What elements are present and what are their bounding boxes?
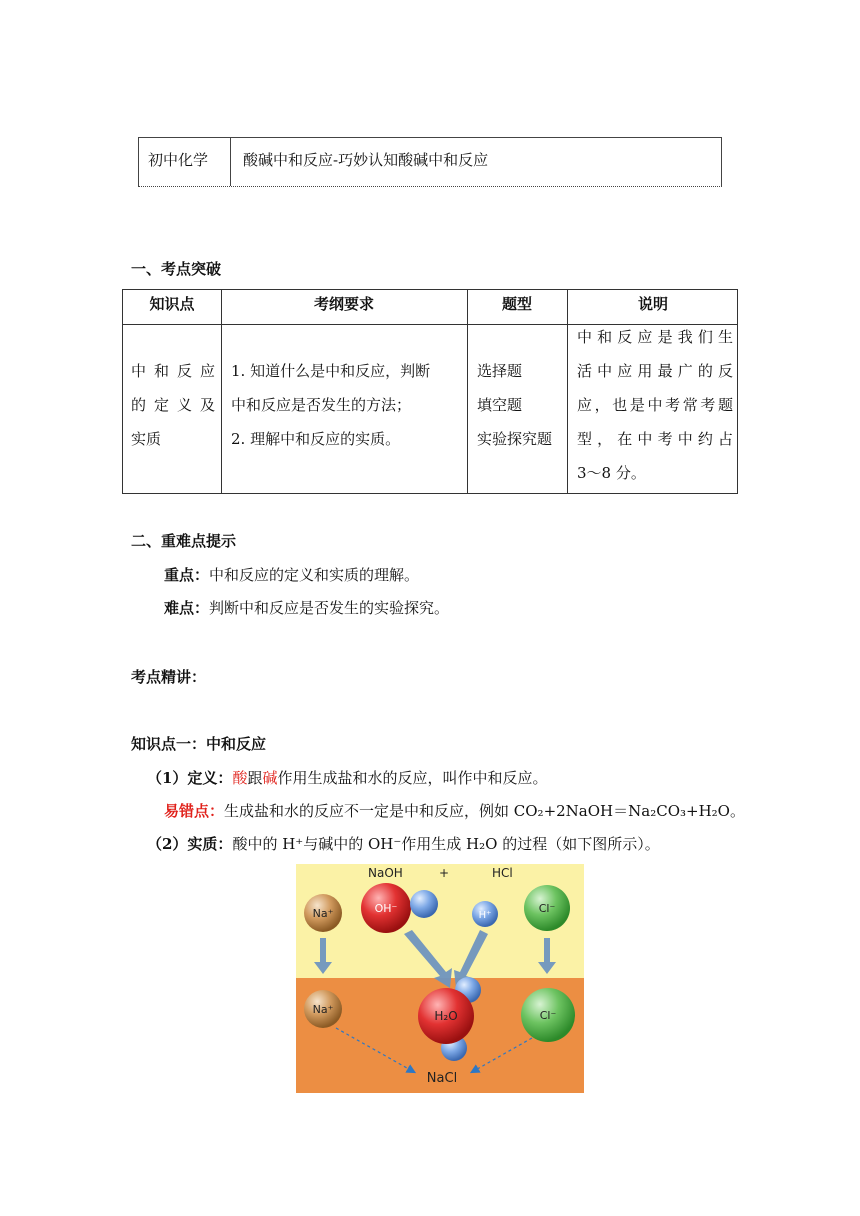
exam-points-table (122, 289, 738, 494)
header-box (138, 137, 722, 187)
difficult-point-line: 难点：判断中和反应是否发生的实验探究。 (164, 599, 450, 617)
neutralization-diagram (296, 864, 584, 1093)
mistake-line: 易错点：生成盐和水的反应不一定是中和反应，例如 CO₂+2NaOH＝Na₂CO₃+H₂O。 (164, 802, 745, 820)
svg-text:OH⁻: OH⁻ (374, 902, 398, 915)
cell-notes: 中和反应是我们生 活中应用最广的反 应，也是中考常考题 型，在中考中约占 3～8 分。 (577, 328, 733, 482)
section-heading-2: 二、重难点提示 (131, 532, 237, 550)
naoh-label: NaOH (368, 866, 403, 880)
svg-text:Na⁺: Na⁺ (312, 907, 334, 920)
col-header-type: 题型 (501, 295, 532, 313)
cell-question-types: 选择题 填空题 实验探究题 (477, 362, 553, 448)
svg-text:H₂O: H₂O (434, 1009, 458, 1023)
key-point-line: 重点：中和反应的定义和实质的理解。 (164, 566, 420, 584)
section-heading-1: 一、考点突破 (131, 260, 222, 278)
svg-text:Na⁺: Na⁺ (312, 1003, 334, 1016)
col-header-requirements: 考纲要求 (313, 295, 374, 313)
subject-label: 初中化学 (139, 138, 231, 186)
oh-hydrogen (410, 890, 438, 918)
plus-label: + (439, 866, 450, 880)
section-heading-3: 考点精讲： (131, 668, 207, 686)
svg-text:Cl⁻: Cl⁻ (539, 1009, 557, 1022)
col-header-knowledge: 知识点 (149, 295, 195, 313)
essence-line: （2）实质：酸中的 H⁺与碱中的 OH⁻作用生成 H₂O 的过程（如下图所示）。 (147, 835, 660, 853)
svg-text:Cl⁻: Cl⁻ (538, 902, 556, 915)
cell-requirements: 1. 知道什么是中和反应，判断 中和反应是否发生的方法； 2. 理解中和反应的实质。 (231, 362, 431, 448)
document-title: 酸碱中和反应-巧妙认知酸碱中和反应 (243, 151, 489, 169)
cell-knowledge-point: 中和反应 的定义及 实质 (131, 362, 215, 448)
definition-line: （1）定义：酸跟碱作用生成盐和水的反应，叫作中和反应。 (147, 769, 548, 787)
hcl-label: HCl (492, 866, 513, 880)
col-header-notes: 说明 (637, 295, 668, 313)
knowledge-point-1-heading: 知识点一：中和反应 (131, 735, 267, 753)
nacl-label: NaCl (426, 1071, 458, 1086)
svg-text:H⁺: H⁺ (478, 910, 492, 921)
